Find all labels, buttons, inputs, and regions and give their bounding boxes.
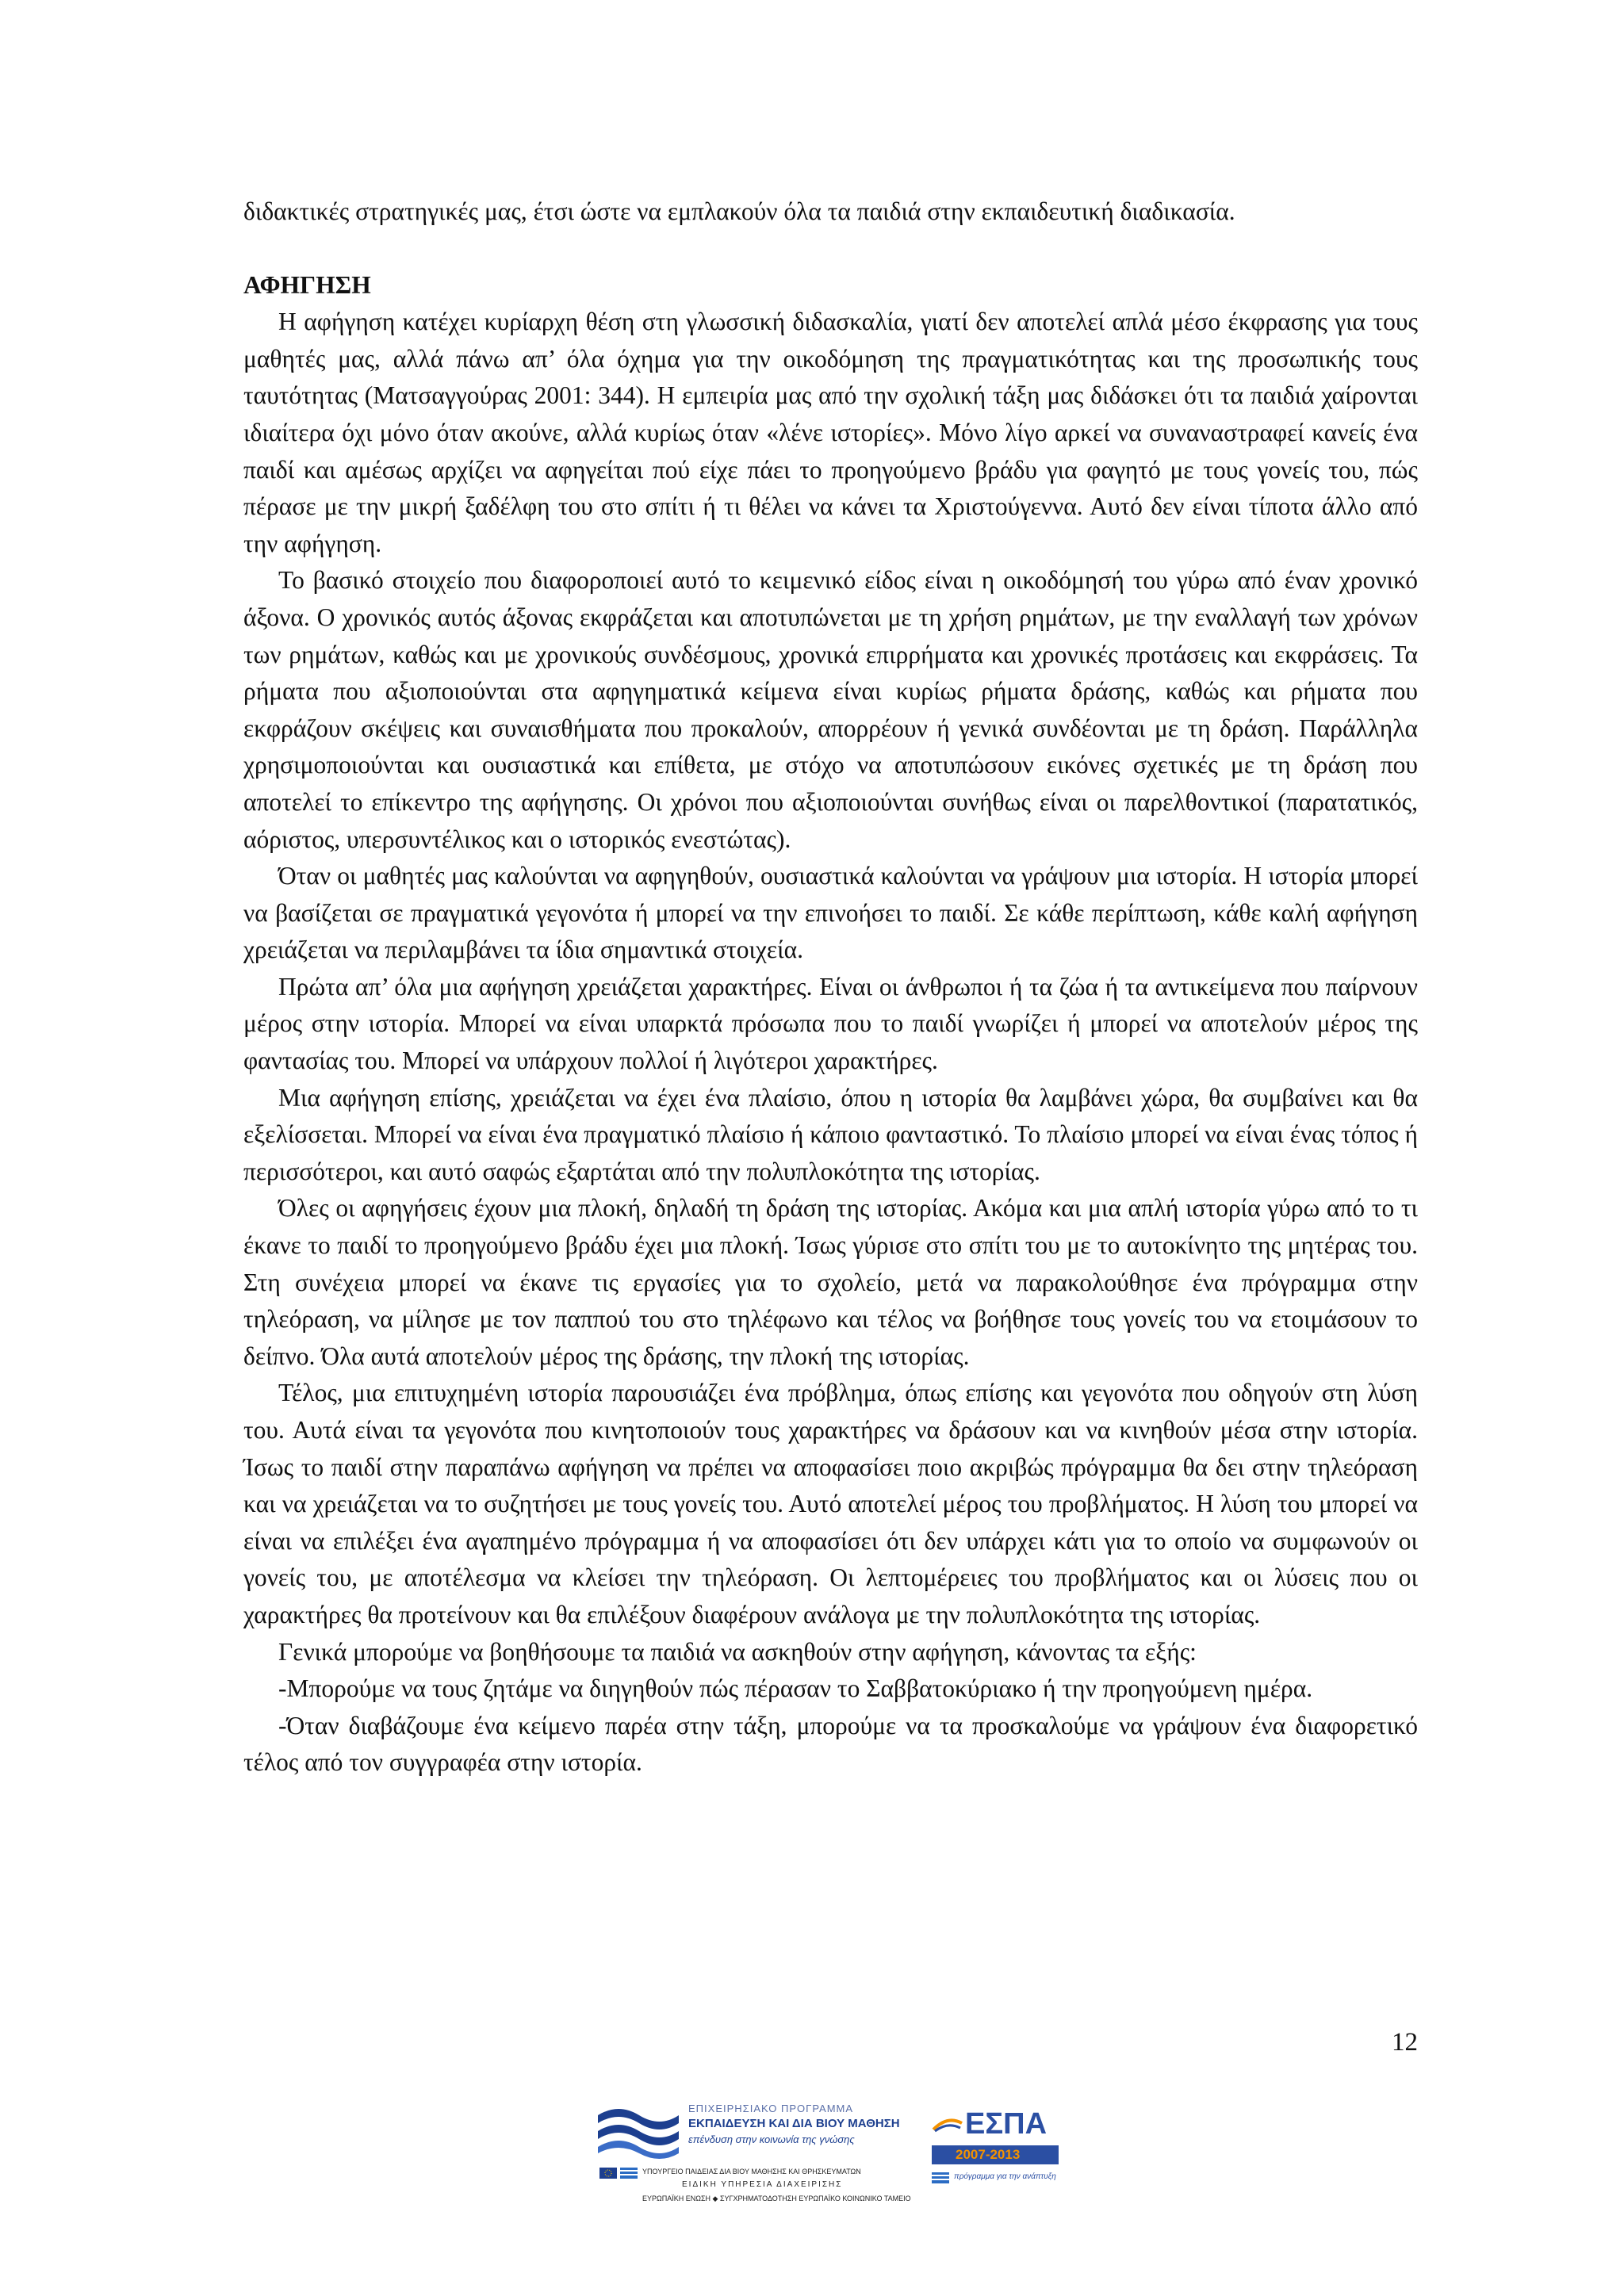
greek-flag-icon bbox=[932, 2172, 949, 2183]
list-item: -Όταν διαβάζουμε ένα κείμενο παρέα στην τάξη, μπορούμε να τα προσκαλούμε να γράψουν ένα διαφορετικό τέλος από τον συγγραφέα στην ιστορία. bbox=[243, 1711, 1418, 1777]
espa-logo bbox=[932, 2107, 1074, 2202]
espa-title: ΕΣΠΑ bbox=[965, 2107, 1048, 2141]
espa-slogan: πρόγραμμα για την ανάπτυξη bbox=[954, 2172, 1056, 2181]
paragraph: Γενικά μπορούμε να βοηθήσουμε τα παιδιά να ασκηθούν στην αφήγηση, κάνοντας τα εξής: bbox=[278, 1637, 1197, 1666]
espa-years-band bbox=[932, 2145, 1059, 2164]
footer-logos bbox=[595, 2099, 1086, 2218]
program-logo-line1: ΕΠΙΧΕΙΡΗΣΙΑΚΟ ΠΡΟΓΡΑΜΜΑ bbox=[688, 2103, 854, 2114]
paragraph: Η αφήγηση κατέχει κυρίαρχη θέση στη γλωσσική διδασκαλία, γιατί δεν αποτελεί απλά μέσο έκφρασης για τους μαθητές μας, αλλά πάνω απ’ όλα όχημα για την οικοδόμηση της πραγματικότητας και της προσωπικής τους ταυτότητας (Ματσαγγούρας 2001: 344). Η εμπειρία μας από την σχολική τάξη μας διδάσκει ότι τα παιδιά χαίρονται ιδιαίτερα όχι μόνο όταν ακούνε, αλλά κυρίως όταν «λένε ιστορίες». Μόνο λίγο αρκεί να συναναστραφεί κανείς ένα παιδί και αμέσως αρχίζει να αφηγείται πού είχε πάει το προηγούμενο βράδυ για φαγητό με τους γονείς του, πώς πέρασε με την μικρή ξαδέλφη του στο σπίτι ή τι θέλει να κάνει τα Χριστούγεννα. Αυτό δεν είναι τίποτα άλλο από την αφήγηση. bbox=[243, 308, 1418, 557]
page-number: 12 bbox=[1392, 2028, 1418, 2057]
body-text bbox=[243, 193, 1418, 1781]
espa-swoosh-icon bbox=[932, 2114, 963, 2133]
paragraph: Το βασικό στοιχείο που διαφοροποιεί αυτό το κειμενικό είδος είναι η οικοδόμησή του γύρω από έναν χρονικό άξονα. Ο χρονικός αυτός άξονας εκφράζεται και αποτυπώνεται με τη χρήση ρημάτων, με την εναλλαγή των χρόνων των ρημάτων, καθώς και με χρονικούς συνδέσμους, χρονικά επιρρήματα και χρονικές προτάσεις και εκφράσεις. Τα ρήματα που αξιοποιούνται στα αφηγηματικά κείμενα είναι κυρίως ρήματα δράσης, καθώς και ρήματα που εκφράζουν σκέψεις και συναισθήματα που προκαλούν, απορρέουν ή γενικά συνδέονται με τη δράση. Παράλληλα χρησιμοποιούνται και ουσιαστικά και επίθετα, με στόχο να αποτυπώσουν εικόνες σχετικές με τη δράση που αποτελεί το επίκεντρο της αφήγησης. Οι χρόνοι που αξιοποιούνται συνήθως είναι οι παρελθοντικοί (παρατατικός, αόριστος, υπερσυντέλικος και ο ιστορικός ενεστώτας). bbox=[243, 566, 1418, 853]
program-logo-funding: ΕΥΡΩΠΑΪΚΗ ΕΝΩΣΗ ◆ ΣΥΓΧΡΗΜΑΤΟΔΟΤΗΣΗ ΕΥΡΩΠΑΪΚΟ ΚΟΙΝΩΝΙΚΟ ΤΑΜΕΙΟ bbox=[642, 2195, 911, 2202]
program-logo-line2: ΕΚΠΑΙΔΕΥΣΗ ΚΑΙ ΔΙΑ ΒΙΟΥ ΜΑΘΗΣΗ bbox=[688, 2117, 900, 2130]
espa-years: 2007-2013 bbox=[956, 2147, 1021, 2162]
program-logo-tagline: επένδυση στην κοινωνία της γνώσης bbox=[688, 2133, 855, 2145]
program-logo-authority: ΕΙΔΙΚΗ ΥΠΗΡΕΣΙΑ ΔΙΑΧΕΙΡΙΣΗΣ bbox=[682, 2180, 843, 2189]
paragraph: Πρώτα απ’ όλα μια αφήγηση χρειάζεται χαρακτήρες. Είναι οι άνθρωποι ή τα ζώα ή τα αντικείμενα που παίρνουν μέρος στην ιστορία. Μπορεί να είναι υπαρκτά πρόσωπα που το παιδί γνωρίζει ή μπορεί να αποτελούν μέρος της φαντασίας του. Μπορεί να υπάρχουν πολλοί ή λιγότεροι χαρακτήρες. bbox=[243, 972, 1418, 1075]
section-heading: ΑΦΗΓΗΣΗ bbox=[243, 270, 371, 299]
program-logo bbox=[595, 2099, 912, 2218]
paragraph: Όλες οι αφηγήσεις έχουν μια πλοκή, δηλαδή τη δράση της ιστορίας. Ακόμα και μια απλή ιστορία γύρω από το τι έκανε το παιδί το προηγούμενο βράδυ έχει μια πλοκή. Ίσως γύρισε στο σπίτι του με το αυτοκίνητο της μητέρας του. Στη συνέχεια μπορεί να έκανε τις εργασίες για το σχολείο, μετά να παρακολούθησε ένα πρόγραμμα στην τηλεόραση, να μίλησε με τον παππού του στο τηλέφωνο και τέλος να βοήθησε τους γονείς του να ετοιμάσουν το δείπνο. Όλα αυτά αποτελούν μέρος της δράσης, την πλοκή της ιστορίας. bbox=[243, 1194, 1418, 1370]
flags-icon bbox=[599, 2168, 638, 2179]
paragraph: Μια αφήγηση επίσης, χρειάζεται να έχει ένα πλαίσιο, όπου η ιστορία θα λαμβάνει χώρα, θα συμβαίνει και θα εξελίσσεται. Μπορεί να είναι ένα πραγματικό πλαίσιο ή κάποιο φανταστικό. Το πλαίσιο μπορεί να είναι ένας τόπος ή περισσότεροι, και αυτό σαφώς εξαρτάται από την πολυπλοκότητα της ιστορίας. bbox=[243, 1083, 1418, 1185]
paragraph: Όταν οι μαθητές μας καλούνται να αφηγηθούν, ουσιαστικά καλούνται να γράψουν μια ιστορία. Η ιστορία μπορεί να βασίζεται σε πραγματικά γεγονότα ή μπορεί να την επινοήσει το παιδί. Σε κάθε περίπτωση, κάθε καλή αφήγηση χρειάζεται να περιλαμβάνει τα ίδια σημαντικά στοιχεία. bbox=[243, 862, 1418, 964]
program-logo-ministry: ΥΠΟΥΡΓΕΙΟ ΠΑΙΔΕΙΑΣ ΔΙΑ ΒΙΟΥ ΜΑΘΗΣΗΣ ΚΑΙ ΘΡΗΣΚΕΥΜΑΤΩΝ bbox=[642, 2168, 861, 2175]
book-waves-icon bbox=[595, 2099, 682, 2163]
paragraph: Τέλος, μια επιτυχημένη ιστορία παρουσιάζει ένα πρόβλημα, όπως επίσης και γεγονότα που οδηγούν στη λύση του. Αυτά είναι τα γεγονότα που κινητοποιούν τους χαρακτήρες να δράσουν και να κινηθούν μέσα στην ιστορία. Ίσως το παιδί στην παραπάνω αφήγηση να πρέπει να αποφασίσει ποιο ακριβώς πρόγραμμα θα δει στην τηλεόραση και να χρειάζεται να το συζητήσει με τους γονείς του. Αυτό αποτελεί μέρος του προβλήματος. Η λύση του μπορεί να είναι να επιλέξει ένα αγαπημένο πρόγραμμα ή να αποφασίσει ότι δεν υπάρχει κάτι για το οποίο να συμφωνούν οι γονείς του, με αποτέλεσμα να κλείσει την τηλεόραση. Οι λεπτομέρειες του προβλήματος και οι λύσεις που οι χαρακτήρες θα προτείνουν και θα επιλέξουν διαφέρουν ανάλογα με την πολυπλοκότητα της ιστορίας. bbox=[243, 1379, 1418, 1628]
list-item: -Μπορούμε να τους ζητάμε να διηγηθούν πώς πέρασαν το Σαββατοκύριακο ή την προηγούμενη ημέρα. bbox=[278, 1674, 1313, 1703]
continuation-paragraph: διδακτικές στρατηγικές μας, έτσι ώστε να εμπλακούν όλα τα παιδιά στην εκπαιδευτική διαδικασία. bbox=[243, 197, 1235, 225]
